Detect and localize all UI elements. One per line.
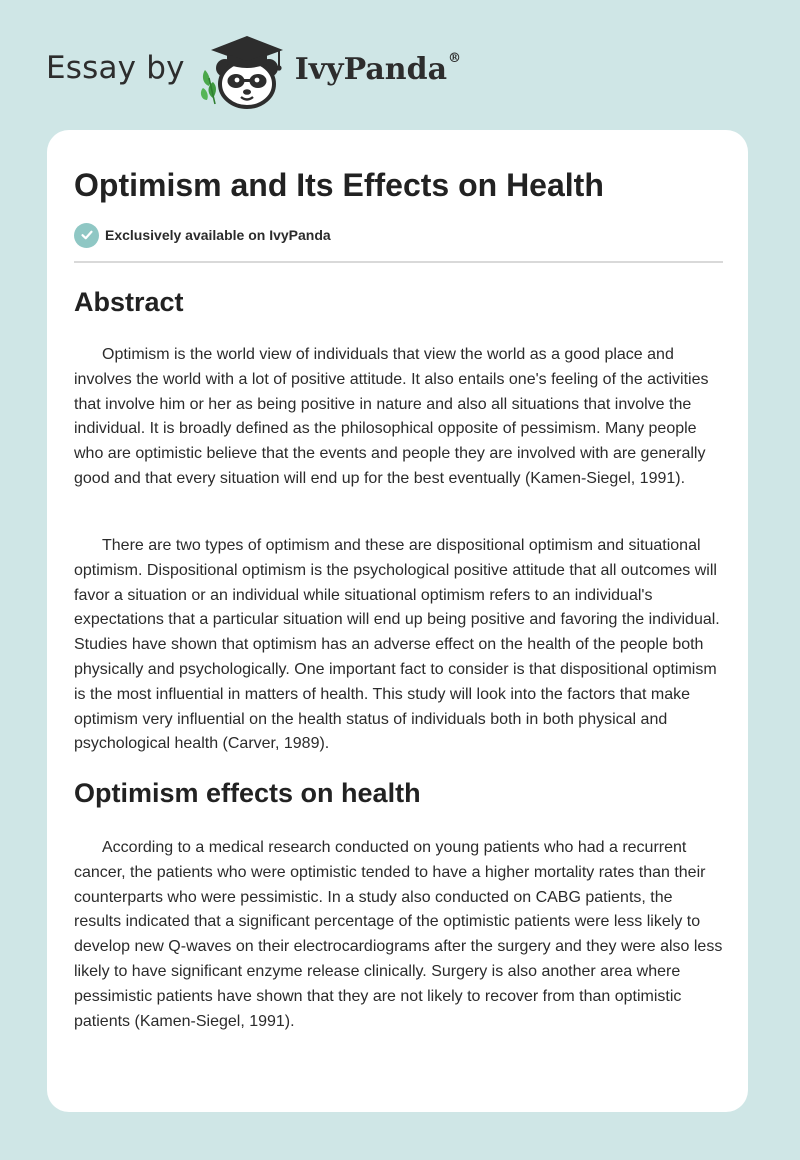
registered-mark: ®: [448, 50, 462, 66]
availability-text: Exclusively available on IvyPanda: [105, 227, 331, 243]
panda-graduate-logo-icon[interactable]: [199, 30, 291, 110]
title-divider: [74, 261, 723, 263]
brand-name[interactable]: IvyPanda®: [294, 50, 462, 87]
section-heading-abstract: Abstract: [74, 287, 184, 317]
availability-badge: [74, 222, 331, 248]
essay-card: [47, 130, 748, 1112]
brand-prefix: Essay by: [46, 50, 185, 86]
paragraph: Optimism is the world view of individuals that view the world as a good place and involves the world with a lot of positive attitude. It also entails one's feeling of the activities that involve him or her as being positive in nature and also all situations that involve the individual. It is broadly defined as the philosophical opposite of pessimism. Many people who are optimistic believe that the events and people they are involved with are generally good and that every situation will end up for the best eventually (Kamen-Siegel, 1991).: [74, 346, 709, 487]
essay-title: Optimism and Its Effects on Health: [74, 167, 604, 203]
paragraph: There are two types of optimism and these are dispositional optimism and situational optimism. Dispositional optimism is the psychological positive attitude that all outcomes will favor a situation or an individual while situational optimism refers to an individual's expectations that a particular situation will end up being positive and favoring the individual. Studies have shown that optimism has an adverse effect on the health of the people both physically and psychologically. One important fact to consider is that dispositional optimism is the most influential in matters of health. This study will look into the factors that make optimism very influential on the health status of individuals both in both physical and psychological health (Carver, 1989).: [74, 537, 720, 753]
check-circle-icon: [74, 223, 99, 248]
section-heading-optimism-effects: Optimism effects on health: [74, 778, 421, 808]
paragraph: According to a medical research conducted on young patients who had a recurrent cancer, the patients who were optimistic tended to have a higher mortality rates than their counterparts who were pessimistic. In a study also conducted on CABG patients, the results indicated that a significant percentage of the optimistic patients were less likely to develop new Q-waves on their electrocardiograms after the surgery and they were also less likely to have significant enzyme release clinically. Surgery is also another area where pessimistic patients have shown that they are not likely to recover from than optimistic patients (Kamen-Siegel, 1991).: [74, 839, 723, 1030]
brand-header: [46, 30, 461, 110]
